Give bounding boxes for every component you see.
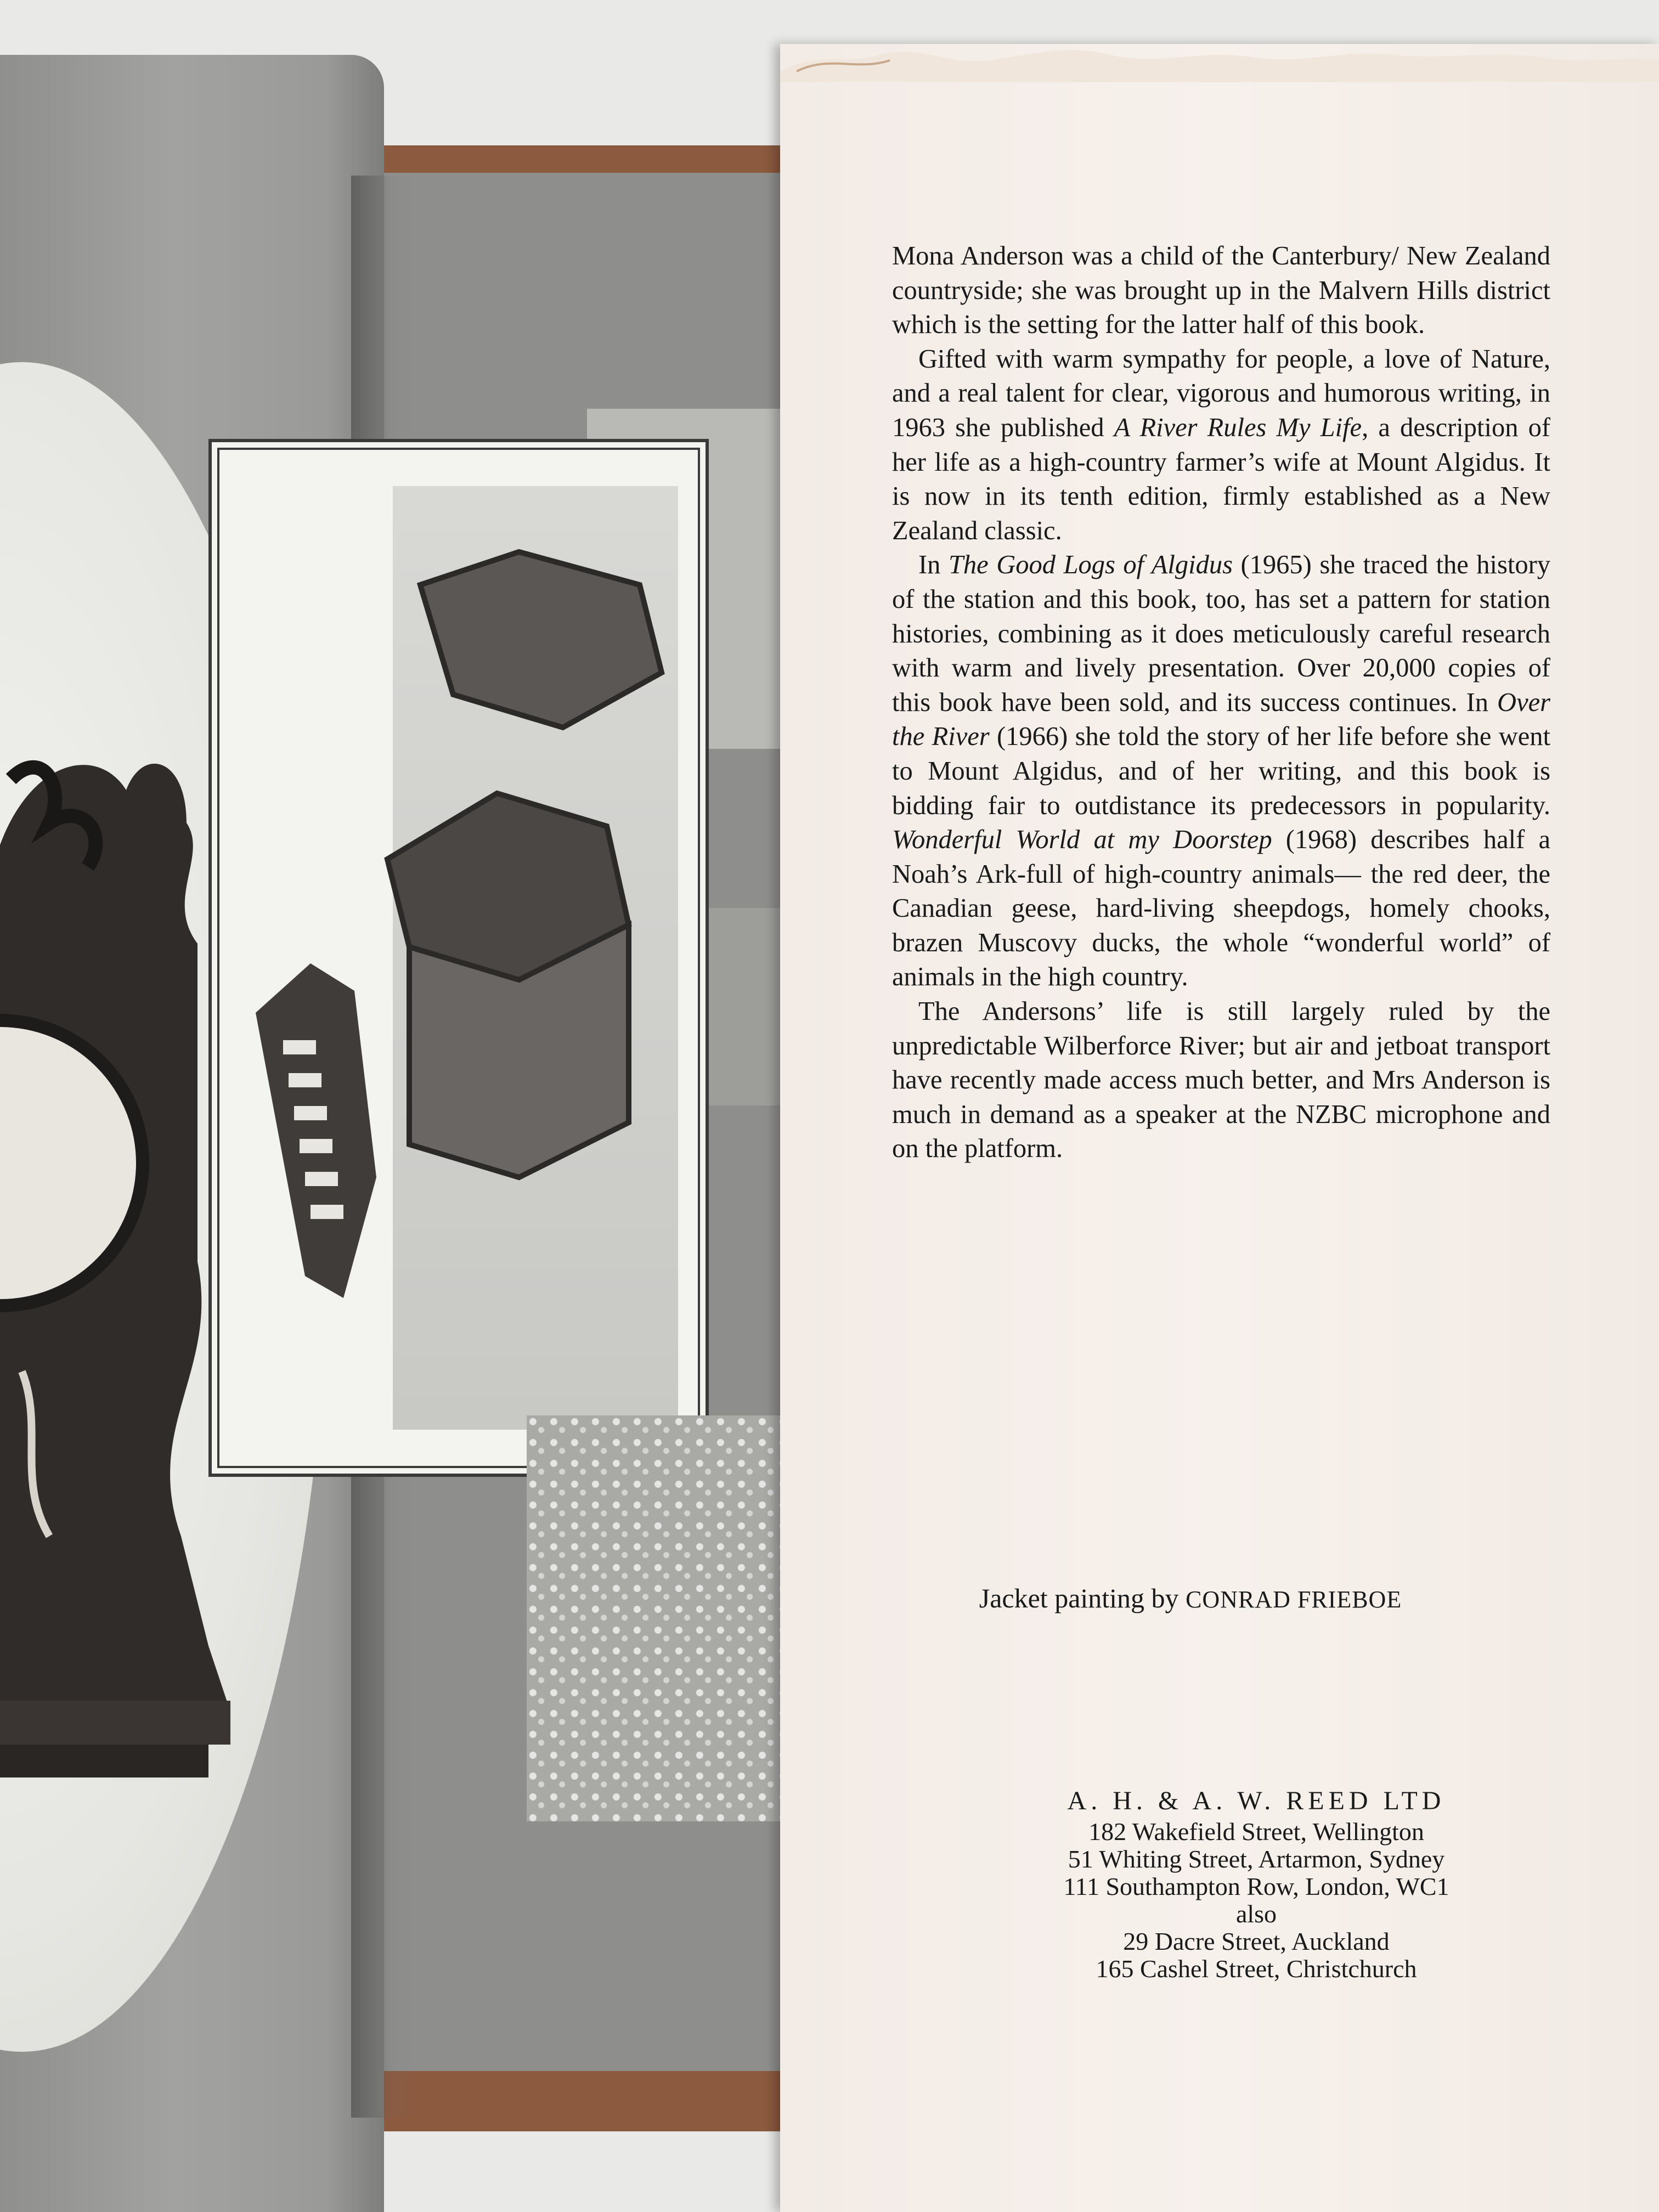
credit-artist: CONRAD FRIEBOE — [1186, 1586, 1402, 1613]
biography-text: (1968) describes half a Noah’s Ark-full of high-country animals— the red deer, the Canadian geese, hard-living sheepdogs, homely chooks, brazen Muscovy ducks, the whole “wonderful world” of animals in the high country. — [892, 825, 1550, 992]
publisher-address-line: 29 Dacre Street, Auckland — [1123, 1927, 1390, 1955]
hexagonal-box-illustration — [212, 442, 706, 1474]
biography-text: Gifted with warm sympathy for people, a love of Nature, and a real talent for clear, vigorous and humorous writing, in 1963 she published — [892, 344, 1550, 442]
biography-text: (1965) she traced the history of the station and this book, too, has set a pattern for station histories, combining as it does meticulously careful research with warm and lively presentation. Over 20,000 copies of this book have been sold, and its success continues. In — [892, 550, 1551, 717]
biography-text: Mona Anderson was a child of the Canterbury/ New Zealand countryside; she was brought up in the Malvern Hills district which is the setting for the latter half of this book. — [892, 241, 1550, 340]
publisher-address-line: 51 Whiting Street, Artarmon, Sydney — [1068, 1845, 1445, 1873]
biography-text: (1966) she told the story of her life before she went to Mount Algidus, and of her writing, and this book is bidding fair to outdistance its predecessors in popularity. — [892, 722, 1550, 820]
lace-doily-illustration — [527, 1415, 785, 1821]
framed-photo — [208, 439, 709, 1477]
jacket-credit — [834, 1582, 1547, 1614]
torn-jacket-edge — [780, 33, 1659, 82]
biography-paragraph — [892, 548, 1550, 995]
book-title: The Good Logs of Algidus — [948, 550, 1233, 580]
credit-prefix: Jacket painting by — [979, 1583, 1179, 1613]
biography-text: In — [918, 550, 949, 580]
biography-paragraph — [892, 239, 1550, 342]
author-biography — [892, 239, 1550, 1166]
mantel-clock-illustration — [0, 713, 230, 1799]
publisher-address-line: 165 Cashel Street, Christchurch — [1096, 1955, 1417, 1983]
book-title: Over the River — [892, 687, 1550, 752]
publisher-address-line: 111 Southampton Row, London, WC1 — [1063, 1872, 1449, 1900]
publisher-address-line: also — [1235, 1900, 1277, 1928]
book-title: Wonderful World at my Doorstep — [892, 825, 1272, 855]
book-title: A River Rules My Life — [1114, 413, 1362, 442]
publisher-address-line: 182 Wakefield Street, Wellington — [1088, 1818, 1424, 1846]
publisher-name: A. H. & A. W. REED LTD — [1067, 1786, 1446, 1815]
publisher-imprint — [922, 1787, 1591, 1983]
biography-text: , a description of her life as a high-country farmer’s wife at Mount Algidus. It is now in its tenth edition, firmly established as a New Zealand classic. — [892, 413, 1550, 545]
biography-paragraph — [892, 342, 1550, 549]
biography-text: The Andersons’ life is still largely ruled by the unpredictable Wilberforce River; but air and jetboat transport have recently made access much better, and Mrs Anderson is much in demand as a speaker at the NZBC microphone and on the platform. — [892, 997, 1550, 1164]
biography-paragraph — [892, 995, 1550, 1166]
